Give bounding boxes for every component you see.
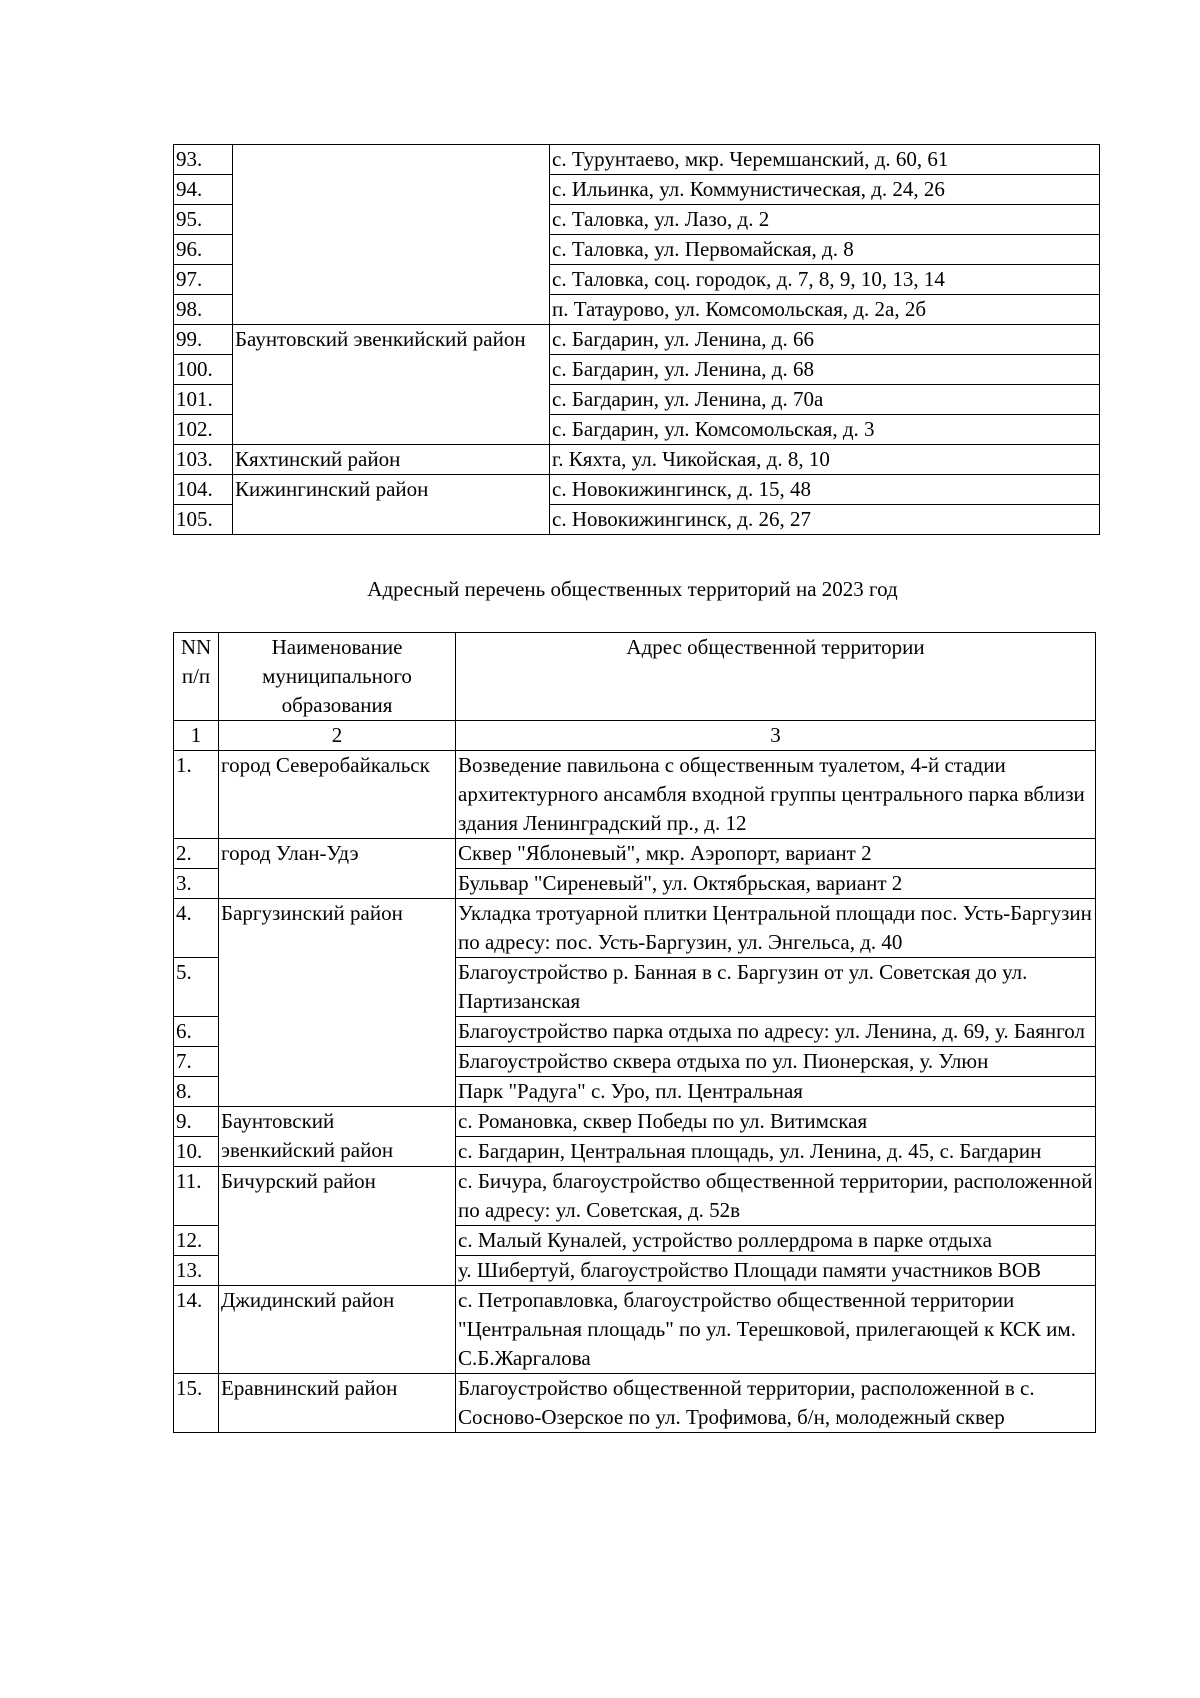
row-number: 104.: [174, 475, 233, 505]
district-cell: Баунтовский эвенкийский район: [233, 325, 550, 445]
row-number: 105.: [174, 505, 233, 535]
row-number: 11.: [174, 1167, 219, 1226]
row-number: 7.: [174, 1047, 219, 1077]
row-number: 3.: [174, 869, 219, 899]
row-number: 10.: [174, 1137, 219, 1167]
address-cell: с. Новокижингинск, д. 26, 27: [550, 505, 1100, 535]
header-row: [174, 633, 1096, 721]
header-municipality: Наименование муниципального образования: [219, 633, 456, 721]
address-cell: Бульвар "Сиреневый", ул. Октябрьская, вариант 2: [456, 869, 1096, 899]
table-row: [174, 1107, 1096, 1137]
address-cell: с. Бичура, благоустройство общественной территории, расположенной по адресу: ул. Советская, д. 52в: [456, 1167, 1096, 1226]
row-number: 4.: [174, 899, 219, 958]
district-cell: Кяхтинский район: [233, 445, 550, 475]
address-cell: с. Ильинка, ул. Коммунистическая, д. 24, 26: [550, 175, 1100, 205]
address-cell: с. Таловка, соц. городок, д. 7, 8, 9, 10, 13, 14: [550, 265, 1100, 295]
row-number: 94.: [174, 175, 233, 205]
table-row: [174, 1374, 1096, 1433]
row-number: 15.: [174, 1374, 219, 1433]
address-cell: Возведение павильона с общественным туалетом, 4-й стадии архитектурного ансамбля входной группы центрального парка вблизи здания Ленинградский пр., д. 12: [456, 751, 1096, 839]
row-number: 102.: [174, 415, 233, 445]
header-number: NN п/п: [174, 633, 219, 721]
table-row: [174, 1167, 1096, 1226]
table-row: [174, 145, 1100, 175]
row-number: 5.: [174, 958, 219, 1017]
district-cell: Бичурский район: [219, 1167, 456, 1286]
row-number: 12.: [174, 1226, 219, 1256]
address-cell: с. Таловка, ул. Лазо, д. 2: [550, 205, 1100, 235]
address-cell: с. Багдарин, ул. Ленина, д. 68: [550, 355, 1100, 385]
row-number: 100.: [174, 355, 233, 385]
address-cell: Благоустройство р. Банная в с. Баргузин от ул. Советская до ул. Партизанская: [456, 958, 1096, 1017]
address-cell: с. Багдарин, Центральная площадь, ул. Ленина, д. 45, с. Багдарин: [456, 1137, 1096, 1167]
table-row: [174, 751, 1096, 839]
address-cell: с. Малый Куналей, устройство роллердрома в парке отдыха: [456, 1226, 1096, 1256]
district-cell: Баунтовский эвенкийский район: [219, 1107, 456, 1167]
district-cell: город Улан-Удэ: [219, 839, 456, 899]
address-cell: Благоустройство сквера отдыха по ул. Пионерская, у. Улюн: [456, 1047, 1096, 1077]
address-cell: п. Татаурово, ул. Комсомольская, д. 2а, 2б: [550, 295, 1100, 325]
district-cell: [233, 145, 550, 325]
row-number: 97.: [174, 265, 233, 295]
address-cell: с. Романовка, сквер Победы по ул. Витимская: [456, 1107, 1096, 1137]
address-cell: с. Новокижингинск, д. 15, 48: [550, 475, 1100, 505]
column-number: 2: [219, 721, 456, 751]
row-number: 93.: [174, 145, 233, 175]
row-number: 2.: [174, 839, 219, 869]
district-cell: Джидинский район: [219, 1286, 456, 1374]
row-number: 9.: [174, 1107, 219, 1137]
header-address: Адрес общественной территории: [456, 633, 1096, 721]
address-cell: с. Петропавловка, благоустройство общественной территории "Центральная площадь" по ул. Терешковой, прилегающей к КСК им. С.Б.Жаргалова: [456, 1286, 1096, 1374]
district-cell: Кижингинский район: [233, 475, 550, 535]
district-cell: город Северобайкальск: [219, 751, 456, 839]
row-number: 13.: [174, 1256, 219, 1286]
address-cell: с. Багдарин, ул. Комсомольская, д. 3: [550, 415, 1100, 445]
table-row: [174, 325, 1100, 355]
row-number: 99.: [174, 325, 233, 355]
address-cell: с. Таловка, ул. Первомайская, д. 8: [550, 235, 1100, 265]
section-title: Адресный перечень общественных территорий на 2023 год: [367, 577, 898, 601]
row-number: 8.: [174, 1077, 219, 1107]
column-numbers-row: [174, 721, 1096, 751]
address-cell: Благоустройство общественной территории, расположенной в с. Сосново-Озерское по ул. Трофимова, б/н, молодежный сквер: [456, 1374, 1096, 1433]
district-cell: Еравнинский район: [219, 1374, 456, 1433]
address-cell: с. Турунтаево, мкр. Черемшанский, д. 60, 61: [550, 145, 1100, 175]
table-row: [174, 1286, 1096, 1374]
address-cell: Укладка тротуарной плитки Центральной площади пос. Усть-Баргузин по адресу: пос. Усть-Баргузин, ул. Энгельса, д. 40: [456, 899, 1096, 958]
column-number: 1: [174, 721, 219, 751]
row-number: 14.: [174, 1286, 219, 1374]
row-number: 6.: [174, 1017, 219, 1047]
territories-2023-table: [173, 632, 1096, 1433]
column-number: 3: [456, 721, 1096, 751]
table-row: [174, 475, 1100, 505]
row-number: 98.: [174, 295, 233, 325]
row-number: 1.: [174, 751, 219, 839]
address-cell: г. Кяхта, ул. Чикойская, д. 8, 10: [550, 445, 1100, 475]
address-cell: Благоустройство парка отдыха по адресу: ул. Ленина, д. 69, у. Баянгол: [456, 1017, 1096, 1047]
address-cell: с. Багдарин, ул. Ленина, д. 66: [550, 325, 1100, 355]
address-cell: Сквер "Яблоневый", мкр. Аэропорт, вариант 2: [456, 839, 1096, 869]
territories-table-continued: [173, 144, 1100, 535]
address-cell: Парк "Радуга" с. Уро, пл. Центральная: [456, 1077, 1096, 1107]
table-row: [174, 899, 1096, 958]
table-row: [174, 839, 1096, 869]
table-row: [174, 445, 1100, 475]
row-number: 103.: [174, 445, 233, 475]
row-number: 101.: [174, 385, 233, 415]
address-cell: с. Багдарин, ул. Ленина, д. 70а: [550, 385, 1100, 415]
row-number: 96.: [174, 235, 233, 265]
address-cell: у. Шибертуй, благоустройство Площади памяти участников ВОВ: [456, 1256, 1096, 1286]
row-number: 95.: [174, 205, 233, 235]
district-cell: Баргузинский район: [219, 899, 456, 1107]
